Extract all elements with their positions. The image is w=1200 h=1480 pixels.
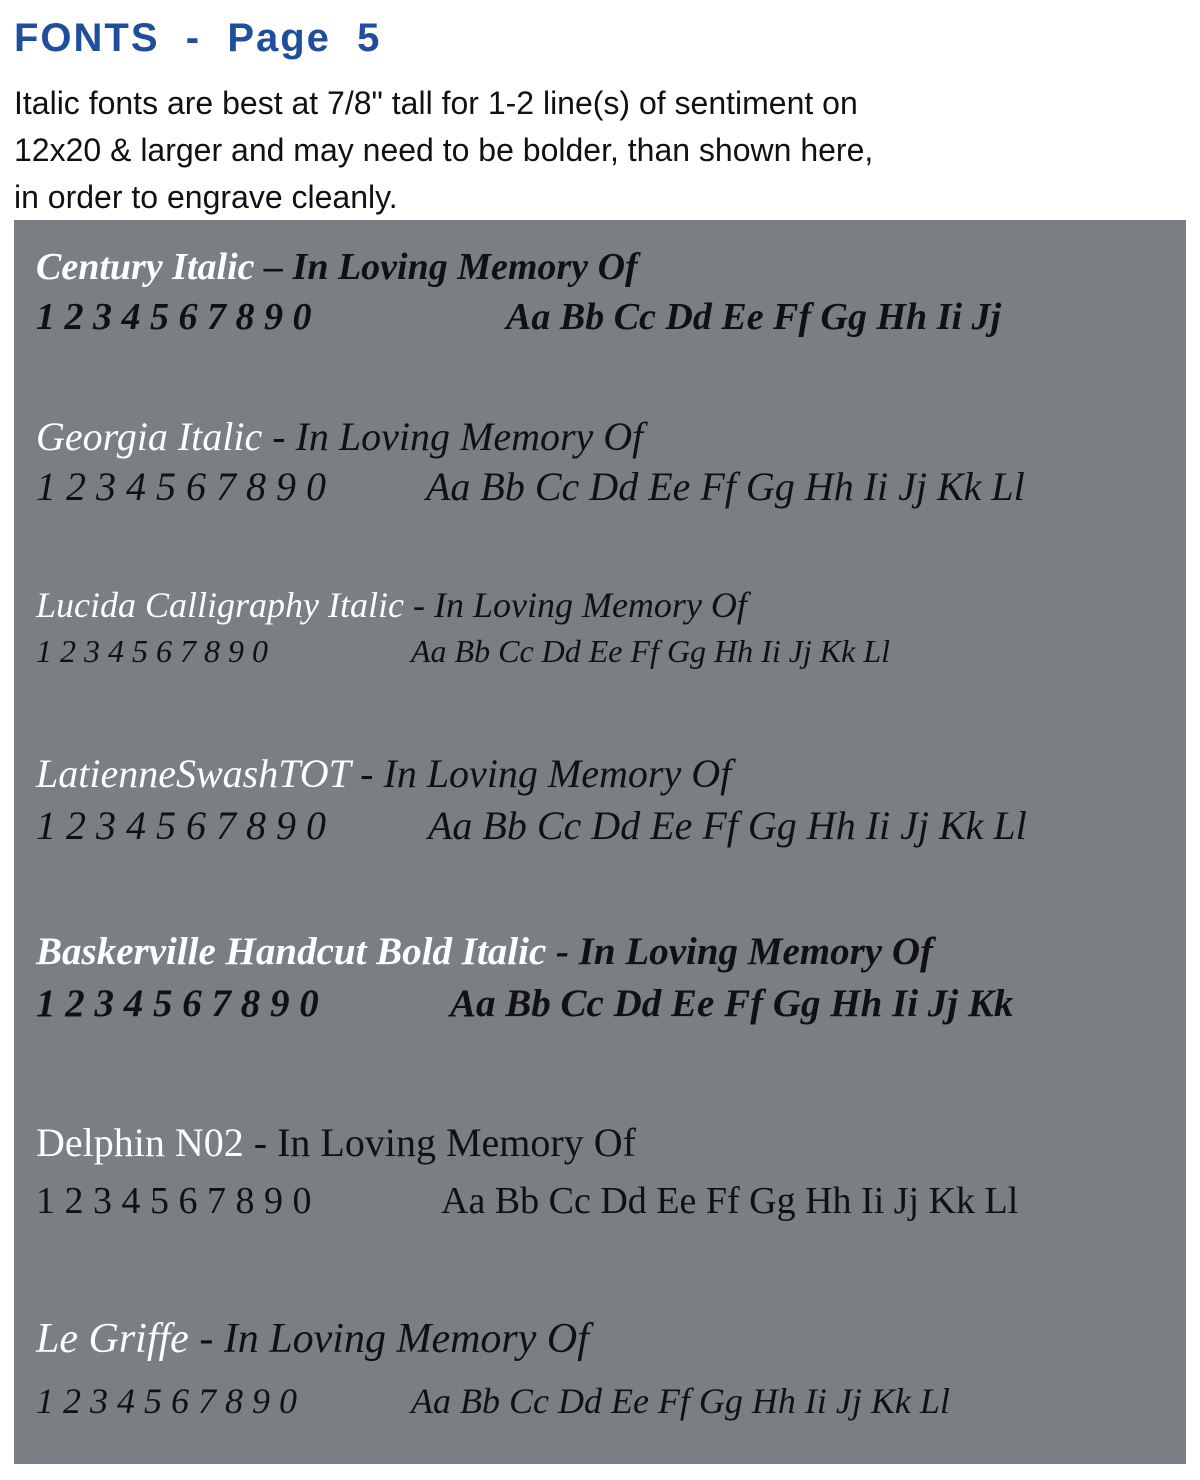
font-sample-georgia-italic <box>36 412 1176 512</box>
font-sample-century-italic <box>36 242 1176 342</box>
intro-line: in order to engrave cleanly. <box>14 179 398 215</box>
sample-heading-line <box>36 242 1176 292</box>
intro-text <box>14 80 1184 221</box>
font-name: Le Griffe <box>36 1316 189 1362</box>
sample-character-line <box>36 628 1176 674</box>
sample-phrase: - In Loving Memory Of <box>188 1316 589 1362</box>
sample-heading-line <box>36 1114 1176 1172</box>
sample-character-line <box>36 978 1176 1030</box>
sample-phrase: - In Loving Memory Of <box>243 1120 636 1165</box>
sample-numbers: 1 2 3 4 5 6 7 8 9 0 <box>36 1381 297 1421</box>
font-name: LatienneSwashTOT <box>36 751 351 796</box>
sample-heading-line <box>36 748 1176 800</box>
intro-line: Italic fonts are best at 7/8" tall for 1-2 line(s) of sentiment on <box>14 85 858 121</box>
sample-letters: Aa Bb Cc Dd Ee Ff Gg Hh Ii Jj Kk Ll <box>441 1180 1019 1222</box>
sample-character-line <box>36 1370 1176 1432</box>
sample-heading-line <box>36 582 1176 628</box>
font-sample-le-griffe <box>36 1308 1176 1432</box>
sample-letters: Aa Bb Cc Dd Ee Ff Gg Hh Ii Jj Kk Ll <box>428 803 1027 848</box>
sample-heading-line <box>36 926 1176 978</box>
sample-numbers: 1 2 3 4 5 6 7 8 9 0 <box>36 296 312 338</box>
intro-line: 12x20 & larger and may need to be bolder, than shown here, <box>14 132 874 168</box>
sample-numbers: 1 2 3 4 5 6 7 8 9 0 <box>36 464 326 509</box>
sample-numbers: 1 2 3 4 5 6 7 8 9 0 <box>36 982 319 1025</box>
font-sample-delphin-n02 <box>36 1114 1176 1230</box>
font-sample-latienneswashtot <box>36 748 1176 852</box>
sample-letters: Aa Bb Cc Dd Ee Ff Gg Hh Ii Jj Kk <box>450 982 1014 1025</box>
sample-numbers: 1 2 3 4 5 6 7 8 9 0 <box>36 803 326 848</box>
font-sample-baskerville-handcut-bold-italic <box>36 926 1176 1030</box>
sample-character-line <box>36 800 1176 852</box>
sample-character-line <box>36 292 1176 342</box>
sample-letters: Aa Bb Cc Dd Ee Ff Gg Hh Ii Jj Kk Ll <box>426 464 1025 509</box>
sample-numbers: 1 2 3 4 5 6 7 8 9 0 <box>36 633 268 669</box>
font-name: Delphin N02 <box>36 1120 244 1165</box>
sample-letters: Aa Bb Cc Dd Ee Ff Gg Hh Ii Jj <box>506 296 1002 338</box>
font-name: Baskerville Handcut Bold Italic <box>36 930 547 973</box>
sample-numbers: 1 2 3 4 5 6 7 8 9 0 <box>36 1180 312 1222</box>
sample-character-line <box>36 1172 1176 1230</box>
sample-phrase: - In Loving Memory Of <box>262 414 644 459</box>
sample-phrase: - In Loving Memory Of <box>546 930 933 973</box>
sample-heading-line <box>36 412 1176 462</box>
sample-phrase: - In Loving Memory Of <box>350 751 732 796</box>
sample-phrase: - In Loving Memory Of <box>403 585 747 625</box>
font-name: Century Italic <box>36 246 255 288</box>
page-title: FONTS - Page 5 <box>14 16 382 60</box>
font-name: Lucida Calligraphy Italic <box>36 585 404 625</box>
sample-heading-line <box>36 1308 1176 1370</box>
sample-letters: Aa Bb Cc Dd Ee Ff Gg Hh Ii Jj Kk Ll <box>411 633 891 669</box>
sample-character-line <box>36 462 1176 512</box>
sample-phrase: – In Loving Memory Of <box>254 246 638 288</box>
sample-letters: Aa Bb Cc Dd Ee Ff Gg Hh Ii Jj Kk Ll <box>411 1381 950 1421</box>
font-sample-lucida-calligraphy-italic <box>36 582 1176 674</box>
font-name: Georgia Italic <box>36 414 263 459</box>
font-samples-panel <box>14 220 1186 1464</box>
